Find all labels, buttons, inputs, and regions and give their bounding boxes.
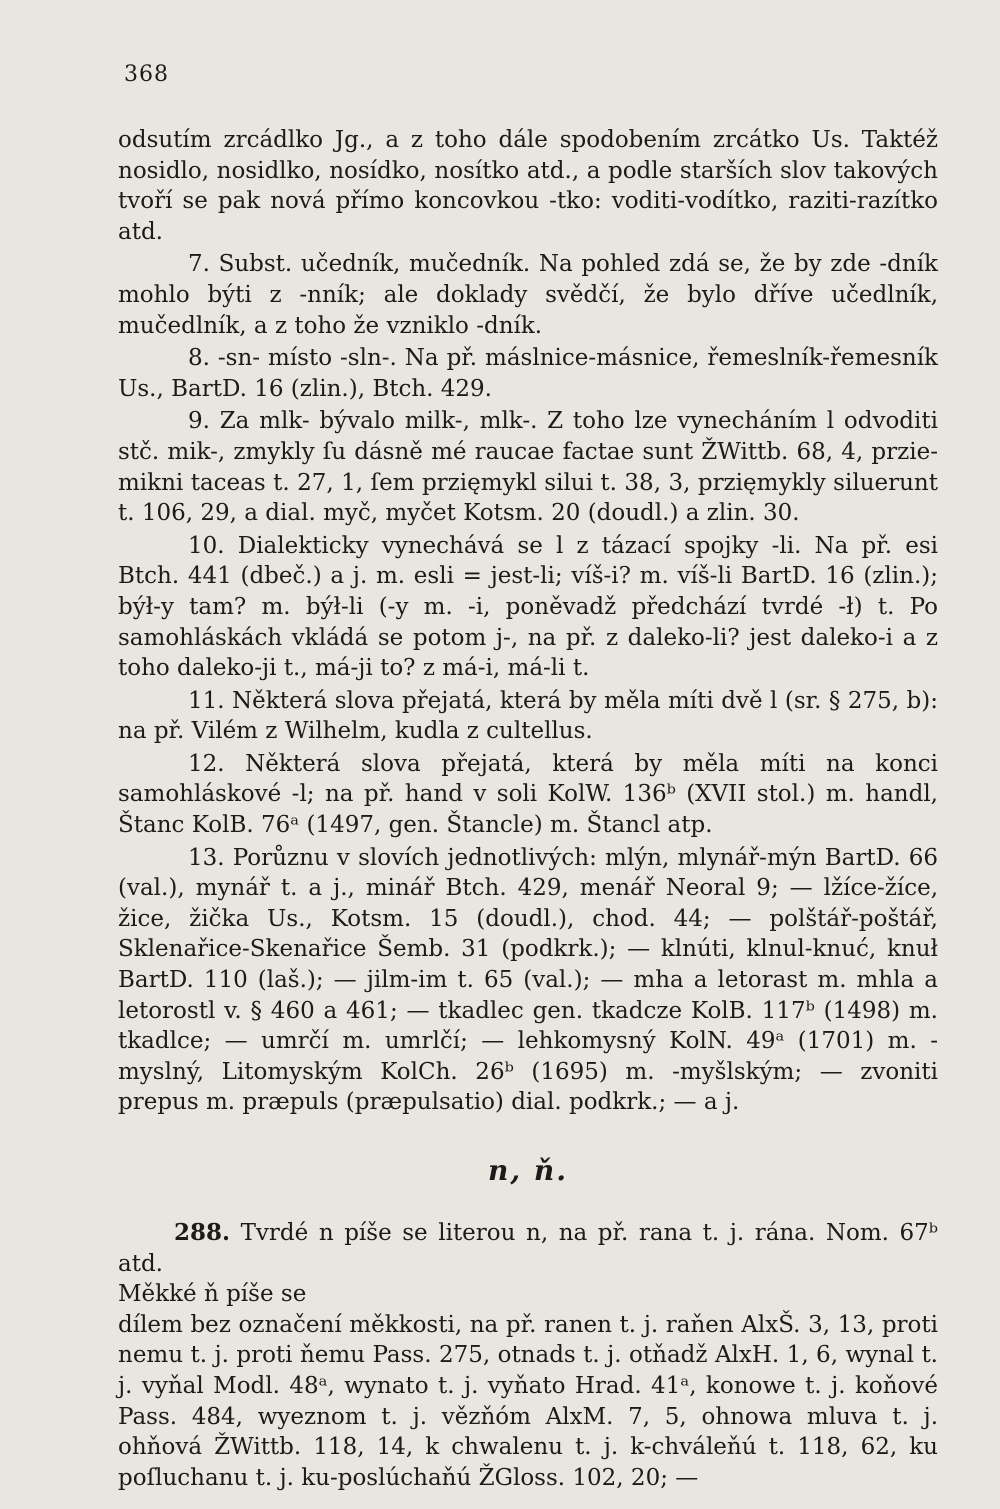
paragraph-288-line1: Tvrdé n píše se literou n, na př. rana t. j. rána. Nom. 67ᵇ atd. (118, 1220, 938, 1277)
paragraph-intro: odsutím zrcádlko Jg., a z toho dále spodobením zrcátko Us. Taktéž nosidlo, nosidlko, nosídko, nosítko atd., a podle starších slov takových tvoří se pak nová přímo koncovkou -tko: voditi-vodítko, raziti-razítko atd. (118, 127, 938, 245)
paragraph-288 (118, 1218, 938, 1279)
section-heading: n, ň. (488, 1154, 568, 1187)
paragraph-11: 11. Některá slova přejatá, která by měla míti dvě l (sr. § 275, b): na př. Vilém z Wilhelm, kudla z cultellus. (118, 687, 938, 745)
paragraph-12: 12. Některá slova přejatá, která by měla míti na konci samohláskové -l; na př. hand v soli KolW. 136ᵇ (XVII stol.) m. handl, Štanc KolB. 76ᵃ (1497, gen. Štancle) m. Štancl atp. (118, 750, 938, 839)
page-number: 368 (124, 62, 169, 87)
section-number: 288. (174, 1219, 231, 1246)
paragraph-13: 13. Porůznu v slovích jednotlivých: mlýn, mlynář-mýn BartD. 66 (val.), mynář t. a j., minář Btch. 429, menář Neoral 9; — lžíce-žíce, žice, žička Us., Kotsm. 15 (doudl.), chod. 44; — polštář-poštář, Sklenařice-Skenařice Šemb. 31 (podkrk.); — klnúti, klnul-knuć, knuł BartD. 110 (laš.); — jilm-im t. 65 (val.); — mha a letorast m. mhla a letorostl v. § 460 a 461; — tkadlec gen. tkadcze KolB. 117ᵇ (1498) m. tkadlce; — umrčí m. umrlčí; — lehkomysný KolN. 49ᵃ (1701) m. -myslný, Litomyským KolCh. 26ᵇ (1695) m. -myšlským; — zvoniti prepus m. præpuls (præpulsatio) dial. podkrk.; — a j. (118, 844, 938, 1116)
paragraph-288-body: dílem bez označení měkkosti, na př. ranen t. j. raňen AlxŠ. 3, 13, proti nemu t. j. proti ňemu Pass. 275, otnads t. j. otňadž AlxH. 1, 6, wynal t. j. vyňal Modl. 48ᵃ, wynato t. j. vyňato Hrad. 41ᵃ, konowe t. j. koňové Pass. 484, wyeznom t. j. vězňóm AlxM. 7, 5, ohnowa mluva t. j. ohňová ŽWittb. 118, 14, k chwalenu t. j. k-chváleňú t. 118, 62, ku poſluchanu t. j. ku-poslúchaňú ŽGloss. 102, 20; — (118, 1311, 938, 1491)
paragraph-8: 8. -sn- místo -sln-. Na př. máslnice-másnice, řemeslník-řemesník Us., BartD. 16 (zlin.), Btch. 429. (118, 345, 938, 402)
paragraph-288-line2: Měkké ň píše se (118, 1281, 307, 1308)
paragraph-10: 10. Dialekticky vynechává se l z tázací spojky -li. Na př. esi Btch. 441 (dbeč.) a j. m. esli = jest-li; víš-i? m. víš-li BartD. 16 (zlin.); býł-y tam? m. býł-li (-y m. -i, poněvadž předchází tvrdé -ł) t. Po samohláskách vkládá se potom j-, na př. z daleko-li? jest daleko-i a z toho daleko-ji t., má-ji to? z má-i, má-li t. (118, 532, 938, 682)
paragraph-9: 9. Za mlk- bývalo milk-, mlk-. Z toho lze vynecháním l odvoditi stč. mik-, zmykly ſu dásně mé raucae factae sunt ŽWittb. 68, 4, przie-mikni taceas t. 27, 1, ſem przięmykl silui t. 38, 3, przięmykly siluerunt t. 106, 29, a dial. myč, myčet Kotsm. 20 (doudl.) a zlin. 30. (118, 408, 938, 527)
paragraph-7: 7. Subst. učedník, mučedník. Na pohled zdá se, že by zde -dník mohlo býti z -nník; ale doklady svědčí, že bylo dříve učedlník, mučedlník, a z toho že vzniklo -dník. (118, 251, 938, 339)
